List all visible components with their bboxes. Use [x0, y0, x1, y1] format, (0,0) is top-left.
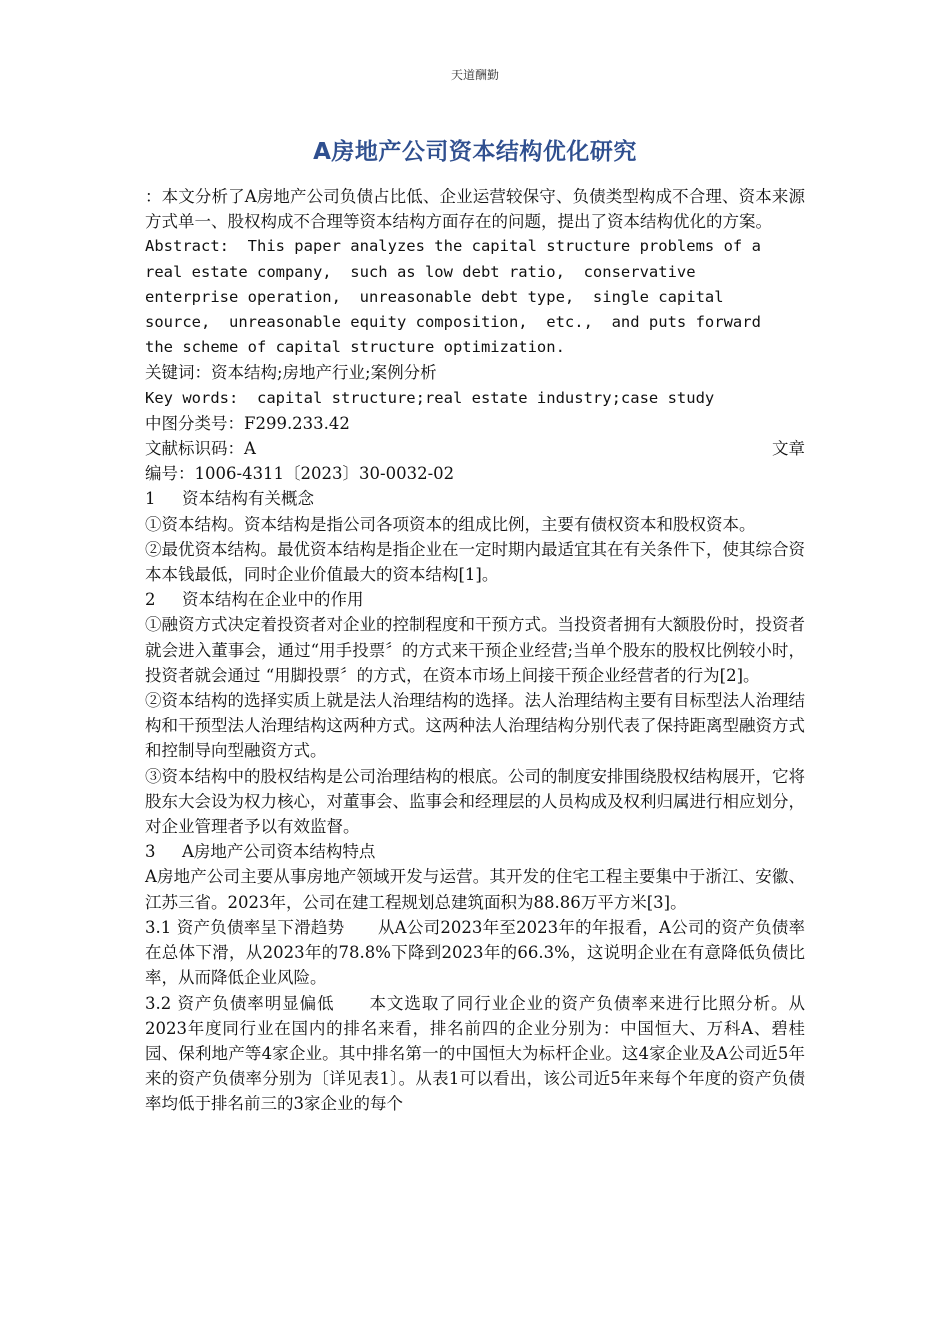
doc-code-article-label: 文章: [772, 439, 805, 459]
paragraph: 3.2 资产负债率明显偏低 本文选取了同行业企业的资产负债率来进行比照分析。从2023年度同行业在国内的排名来看，排名前四的企业分别为：中国恒大、万科A、碧桂园、保利地产等4家企业。其中排名第一的中国恒大为标杆企业。这4家企业及A公司近5年来的资产负债率分别为〔详见表1〕。从表1可以看出，该公司近5年来每个年度的资产负债率均低于排名前三的3家企业的每个: [145, 993, 805, 1114]
abstract-en-line: Abstract: This paper analyzes the capital structure problems of a: [145, 237, 761, 256]
section-title: 资本结构在企业中的作用: [182, 590, 364, 610]
keywords-en: Key words: capital structure;real estate industry;case study: [145, 388, 715, 407]
section-number: 1: [145, 489, 156, 509]
paragraph: ②最优资本结构。最优资本结构是指企业在一定时期内最适宜其在有关条件下，使其综合资本本钱最低，同时企业价值最大的资本结构[1]。: [145, 539, 805, 585]
section-3-heading: [145, 839, 805, 864]
abstract-en-line: enterprise operation, unreasonable debt type, single capital: [145, 287, 724, 306]
abstract-en-line: real estate company, such as low debt ratio, conservative: [145, 262, 696, 281]
section-2-heading: [145, 587, 805, 612]
section-title: 资本结构有关概念: [182, 489, 314, 509]
abstract-cn: ：本文分析了A房地产公司负债占比低、企业运营较保守、负债类型构成不合理、资本来源方式单一、股权构成不合理等资本结构方面存在的问题，提出了资本结构优化的方案。: [145, 187, 805, 232]
header-note: 天道酬勤: [450, 68, 499, 82]
paragraph: ①资本结构。资本结构是指公司各项资本的组成比例，主要有债权资本和股权资本。: [145, 514, 756, 534]
paragraph: ②资本结构的选择实质上就是法人治理结构的选择。法人治理结构主要有目标型法人治理结构和干预型法人治理结构这两种方式。这两种法人治理结构分别代表了保持距离型融资方式和控制导向型融资方式。: [145, 691, 805, 761]
doc-code: 文献标识码：A: [145, 439, 256, 459]
article-number: 编号：1006-4311〔2023〕30-0032-02: [145, 464, 455, 484]
paragraph: ①融资方式决定着投资者对企业的控制程度和干预方式。当投资者拥有大额股份时，投资者就会进入董事会，通过“用手投票〞的方式来干预企业经营;当单个股东的股权比例较小时，投资者就会通过 “用脚投票〞的方式，在资本市场上间接干预企业经营者的行为[2]。: [145, 615, 805, 685]
abstract-en-line: the scheme of capital structure optimization.: [145, 338, 565, 357]
abstract-en: [145, 234, 785, 360]
paragraph: ③资本结构中的股权结构是公司治理结构的根底。公司的制度安排围绕股权结构展开，它将股东大会设为权力核心，对董事会、监事会和经理层的人员构成及权利归属进行相应划分，对企业管理者予以有效监督。: [145, 766, 805, 837]
section-title: A房地产公司资本结构特点: [182, 842, 376, 862]
abstract-en-line: source, unreasonable equity composition, etc., and puts forward: [145, 313, 761, 332]
section-number: 2: [145, 590, 156, 610]
paragraph: 3.1 资产负债率呈下滑趋势 从A公司2023年至2023年的年报看，A公司的资产负债率在总体下滑，从2023年的78.8%下降到2023年的66.3%，这说明企业在有意降低负债比率，从而降低企业风险。: [145, 917, 805, 988]
doc-code-row: [145, 436, 805, 461]
article-body: [145, 184, 805, 1117]
keywords-cn: 关键词：资本结构;房地产行业;案例分析: [145, 363, 437, 383]
clc-number: 中图分类号：F299.233.42: [145, 413, 350, 433]
section-1-heading: [145, 486, 805, 511]
paragraph: A房地产公司主要从事房地产领域开发与运营。其开发的住宅工程主要集中于浙江、安徽、江苏三省。2023年，公司在建工程规划总建筑面积为88.86万平方米[3]。: [145, 867, 805, 912]
section-number: 3: [145, 842, 156, 862]
page-title: A房地产公司资本结构优化研究: [313, 139, 637, 165]
